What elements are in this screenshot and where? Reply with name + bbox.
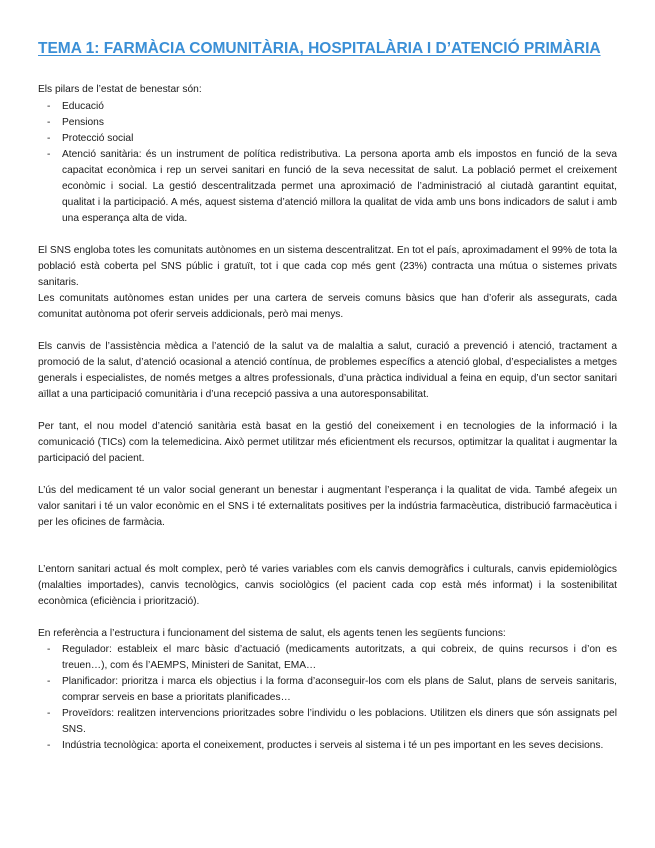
list-item: - Proveïdors: realitzen intervencions prioritzades sobre l’individu o les poblacions. Utilitzen els diners que són assignats pel SNS. xyxy=(38,706,617,738)
paragraph: Les comunitats autònomes estan unides per una cartera de serveis comuns bàsics que han d’oferir als assegurats, cada comunitat autònoma pot oferir serveis addicionals, però mai menys. xyxy=(38,293,617,320)
pillars-list xyxy=(38,99,617,227)
page-title: TEMA 1: FARMÀCIA COMUNITÀRIA, HOSPITALÀRIA I D’ATENCIÓ PRIMÀRIA xyxy=(38,40,601,57)
list-item: - Planificador: prioritza i marca els objectius i la forma d’aconseguir-los com els plans de Salut, plans de serveis sanitaris, comprar serveis en base a prioritats planificades… xyxy=(38,674,617,706)
spacer xyxy=(38,610,617,626)
list-item: - Protecció social xyxy=(38,131,617,147)
paragraph: L’ús del medicament té un valor social generant un benestar i augmentant l’esperança i la qualitat de vida. També afegeix un valor sanitari i té un valor econòmic en el SNS i té externalitats positives per la indústria farmacèutica, distribució farmacèutica i per les oficines de farmàcia. xyxy=(38,485,617,528)
paragraph: Els canvis de l’assistència mèdica a l’atenció de la salut va de malaltia a salut, curació a prevenció i atenció, tractament a promoció de la salut, d’atenció ocasional a atenció contínua, de problemes específics a atenció global, d’especialistes a metges generals i especialistes, de només metges a altres professionals, d’una pràctica individual a feina en equip, d’un sector sanitari aïllat a una participació comunitària i d’una recepció passiva a una autoresponsabilitat. xyxy=(38,341,617,400)
spacer xyxy=(38,323,617,339)
list-item: - Indústria tecnològica: aporta el coneixement, productes i serveis al sistema i té un pes important en les seves decisions. xyxy=(38,738,617,754)
paragraph: L’entorn sanitari actual és molt complex, però té varies variables com els canvis demogràfics i culturals, canvis epidemiològics (malalties importades), canvis tecnològics, canvis sociològics (el pacient cada cop està més informat) i la sostenibilitat econòmica (eficiència i priorització). xyxy=(38,564,617,607)
paragraph: El SNS engloba totes les comunitats autònomes en un sistema descentralitzat. En tot el país, aproximadament el 99% de tota la població està coberta pel SNS públic i gratuït, tot i que cada cop més gent (23%) contracta una mútua o sistemes privats sanitaris. xyxy=(38,245,617,288)
paragraph: Per tant, el nou model d’atenció sanitària està basat en la gestió del coneixement i en tecnologies de la informació i la comunicació (TICs) com la telemedicina. Això permet utilitzar més eficientment els recursos, optimitzar la qualitat i augmentar la participació del pacient. xyxy=(38,421,617,464)
spacer xyxy=(38,467,617,483)
agents-list xyxy=(38,642,617,754)
list-item: - Educació xyxy=(38,99,617,115)
list-item: - Atenció sanitària: és un instrument de política redistributiva. La persona aporta amb els impostos en funció de la seva capacitat econòmica i rep un servei sanitari en funció de la seva necessitat de salut. La població permet el creixement econòmic i social. La gestió descentralitzada permet una aproximació de l’administració al ciutadà garantint equitat, qualitat i la participació. A més, aquest sistema d’atenció millora la qualitat de vida amb uns bons indicadors de salut i amb una esperança alta de vida. xyxy=(38,147,617,227)
pillars-intro: Els pilars de l’estat de benestar són: xyxy=(38,84,202,95)
spacer xyxy=(38,403,617,419)
spacer xyxy=(38,227,617,243)
agents-intro: En referència a l’estructura i funcionament del sistema de salut, els agents tenen les següents funcions: xyxy=(38,628,506,639)
list-item: - Regulador: estableix el marc bàsic d’actuació (medicaments autoritzats, a qui cobreix, de quins recursos i d’on es treuen…), com és l’AEMPS, Ministeri de Sanitat, EMA… xyxy=(38,642,617,674)
spacer xyxy=(38,531,617,562)
list-item: - Pensions xyxy=(38,115,617,131)
